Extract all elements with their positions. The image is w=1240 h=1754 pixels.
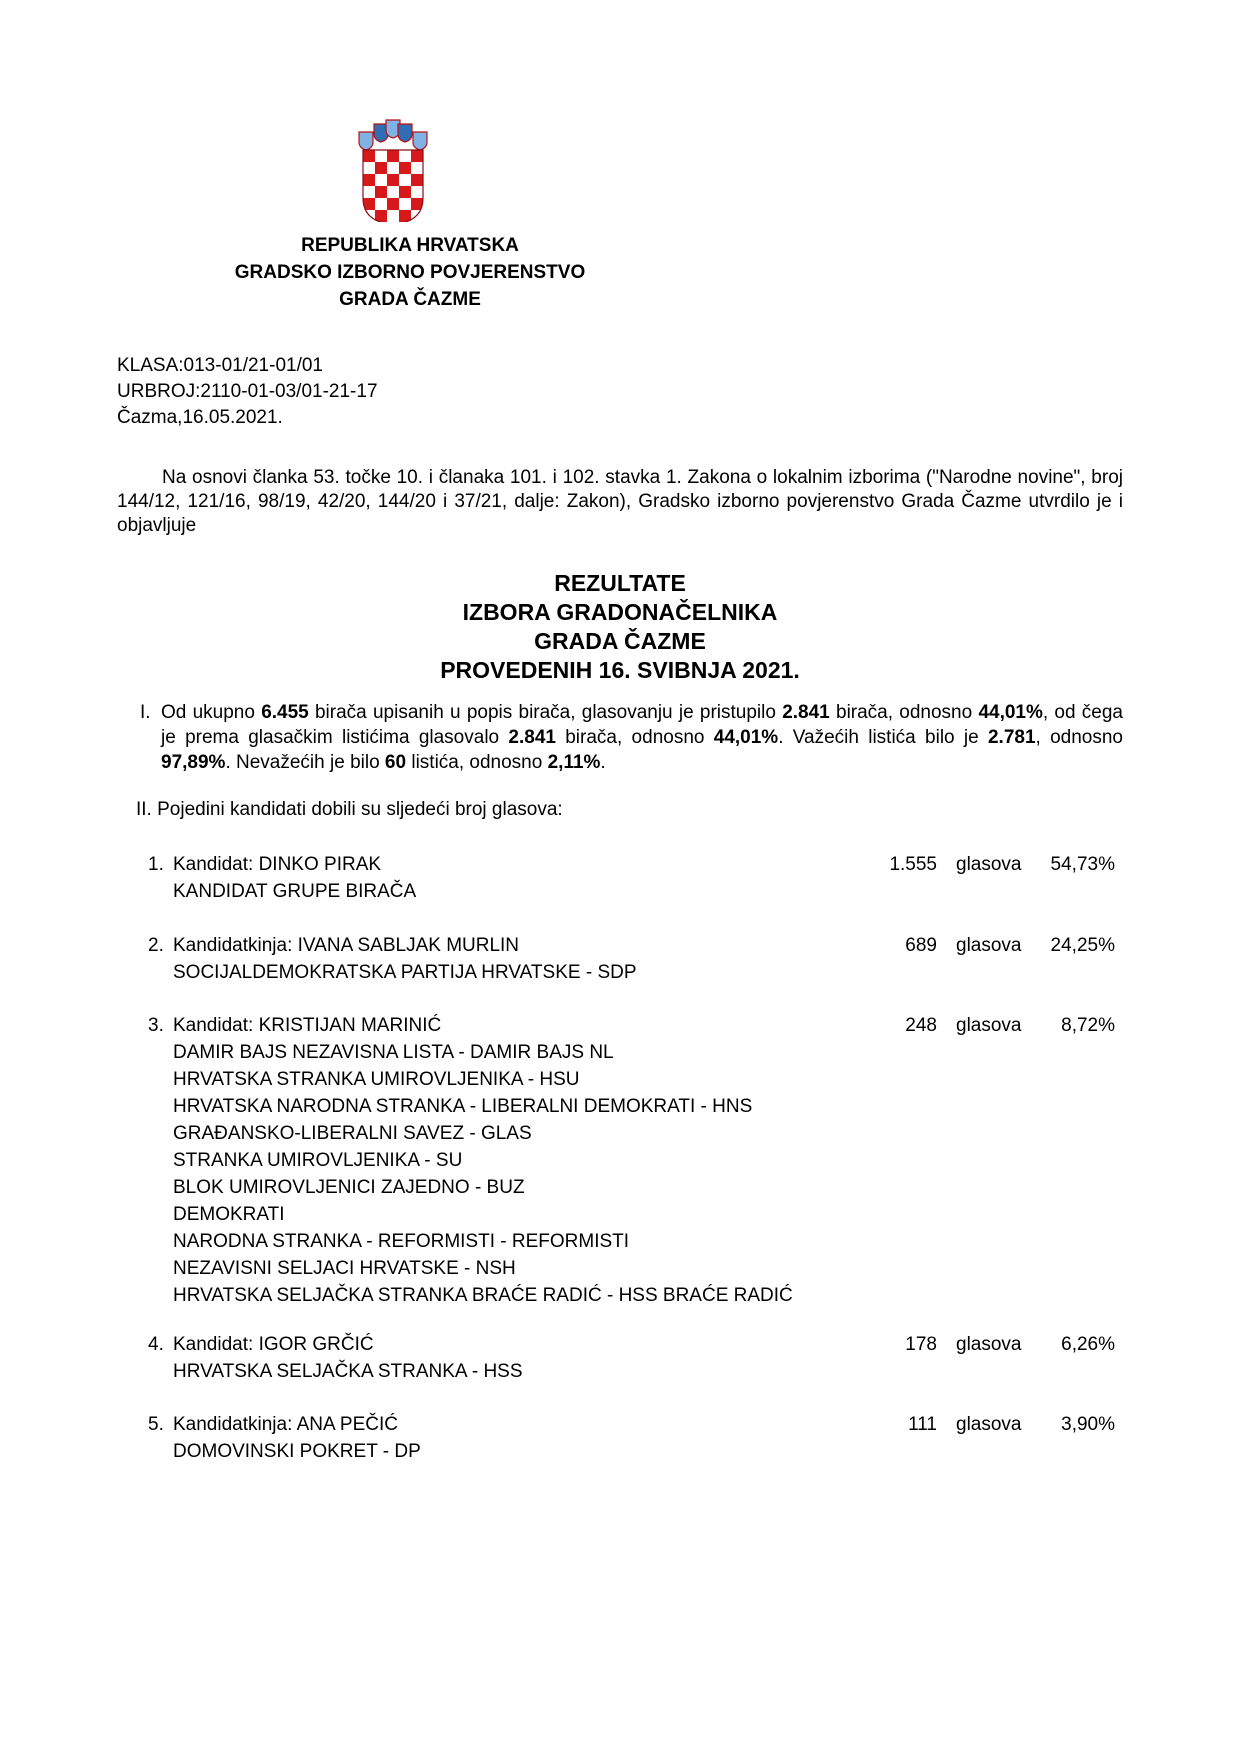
checker-square (375, 198, 387, 210)
urbroj-number: URBROJ:2110-01-03/01-21-17 (117, 381, 378, 402)
candidate-party: DAMIR BAJS NEZAVISNA LISTA - DAMIR BAJS NL (173, 1042, 614, 1063)
candidate-party: HRVATSKA SELJAČKA STRANKA BRAĆE RADIĆ - HSS BRAĆE RADIĆ (173, 1285, 793, 1306)
candidate-index: 3. (148, 1015, 164, 1036)
issuer-block (180, 232, 640, 313)
checker-square (387, 150, 399, 162)
checker-square (375, 150, 387, 162)
candidate-votes-label: glasova (956, 935, 1022, 956)
candidate-party: DOMOVINSKI POKRET - DP (173, 1441, 421, 1462)
candidate-row (148, 851, 1123, 878)
candidate-index: 2. (148, 935, 164, 956)
checker-square (387, 210, 399, 222)
candidate-votes-label: glasova (956, 1015, 1022, 1036)
candidate-entry (148, 1012, 1123, 1309)
candidates-intro: II. Pojedini kandidati dobili su sljedeći broj glasova: (136, 799, 563, 820)
candidate-party: HRVATSKA NARODNA STRANKA - LIBERALNI DEMOKRATI - HNS (173, 1096, 753, 1117)
invalid-percent: 2,11% (547, 752, 601, 773)
checker-square (387, 198, 399, 210)
candidate-votes: 248 (905, 1015, 937, 1036)
invalid-ballots: 60 (384, 752, 407, 773)
crown-shield (359, 132, 373, 150)
checker-square (411, 186, 423, 198)
checker-square (411, 174, 423, 186)
candidate-party: STRANKA UMIROVLJENIKA - SU (173, 1150, 463, 1171)
candidate-percent: 3,90% (1061, 1414, 1115, 1435)
turnout-text (161, 700, 1123, 775)
checker-square (387, 174, 399, 186)
coat-shield (363, 150, 423, 222)
candidate-row (148, 1331, 1123, 1358)
turnout-text-part: , odnosno (1035, 727, 1124, 748)
candidate-party: NARODNA STRANKA - REFORMISTI - REFORMISTI (173, 1231, 630, 1252)
checker-square (387, 186, 399, 198)
candidate-party: NEZAVISNI SELJACI HRVATSKE - NSH (173, 1258, 516, 1279)
candidate-party: HRVATSKA STRANKA UMIROVLJENIKA - HSU (173, 1069, 580, 1090)
checker-square (399, 150, 411, 162)
candidate-row (148, 1411, 1123, 1438)
title-line-3: GRADA ČAZME (534, 628, 706, 654)
checker-square (387, 162, 399, 174)
candidate-votes: 1.555 (889, 854, 937, 875)
checker-square (399, 162, 411, 174)
checker-square (399, 198, 411, 210)
candidate-name: Kandidatkinja: ANA PEČIĆ (173, 1414, 398, 1435)
croatian-coat-of-arms-icon (355, 118, 431, 222)
title-line-2: IZBORA GRADONAČELNIKA (462, 599, 778, 625)
candidate-entry (148, 1331, 1123, 1385)
checker-square (375, 162, 387, 174)
checker-square (363, 186, 375, 198)
title-line-4: PROVEDENIH 16. SVIBNJA 2021. (440, 657, 800, 683)
checker-square (399, 174, 411, 186)
turnout-text-part: . Nevažećih je bilo (225, 752, 385, 773)
klasa-number: KLASA:013-01/21-01/01 (117, 355, 323, 376)
candidate-index: 1. (148, 854, 164, 875)
candidate-votes: 111 (908, 1414, 937, 1435)
issuer-line-city: GRADA ČAZME (339, 289, 481, 310)
turnout-text-part: . Važećih listića bilo je (778, 727, 988, 748)
document-meta (117, 353, 378, 431)
ballots-percent: 44,01% (713, 727, 779, 748)
candidate-votes-label: glasova (956, 854, 1022, 875)
document-title (340, 569, 900, 685)
ballots-count: 2.841 (508, 727, 556, 748)
checker-square (411, 150, 423, 162)
valid-ballots: 2.781 (987, 727, 1036, 748)
candidate-party: BLOK UMIROVLJENICI ZAJEDNO - BUZ (173, 1177, 525, 1198)
candidate-name: Kandidat: IGOR GRČIĆ (173, 1334, 374, 1355)
turnout-percent: 44,01% (978, 702, 1043, 723)
title-line-1: REZULTATE (554, 570, 686, 596)
candidate-party: SOCIJALDEMOKRATSKA PARTIJA HRVATSKE - SDP (173, 962, 637, 983)
turnout-text-part: birača, odnosno (555, 727, 714, 748)
candidate-percent: 8,72% (1061, 1015, 1115, 1036)
candidate-votes: 689 (905, 935, 937, 956)
crown-shield (398, 124, 412, 142)
checker-square (411, 162, 423, 174)
checker-square (363, 150, 375, 162)
checker-square (363, 174, 375, 186)
voters-turnout: 2.841 (782, 702, 830, 723)
checker-square (363, 162, 375, 174)
candidate-row (148, 932, 1123, 959)
candidate-votes-label: glasova (956, 1334, 1022, 1355)
turnout-text-part: birača, odnosno (829, 702, 979, 723)
candidate-party: GRAĐANSKO-LIBERALNI SAVEZ - GLAS (173, 1123, 532, 1144)
candidate-percent: 24,25% (1050, 935, 1115, 956)
candidate-entry (148, 932, 1123, 986)
candidate-party: DEMOKRATI (173, 1204, 285, 1225)
place-date: Čazma,16.05.2021. (117, 407, 283, 428)
candidate-index: 5. (148, 1414, 164, 1435)
candidate-percent: 6,26% (1061, 1334, 1115, 1355)
registered-voters: 6.455 (261, 702, 309, 723)
candidate-votes-label: glasova (956, 1414, 1022, 1435)
checker-square (399, 186, 411, 198)
turnout-text-part: , od čega je prema glasačkim listićima glasovalo (161, 702, 1124, 748)
turnout-section (140, 700, 1123, 775)
candidate-name: Kandidat: DINKO PIRAK (173, 854, 382, 875)
candidate-party: KANDIDAT GRUPE BIRAČA (173, 881, 417, 902)
candidate-votes: 178 (905, 1334, 937, 1355)
coat-crown (359, 120, 427, 150)
candidate-percent: 54,73% (1050, 854, 1115, 875)
issuer-line-republic: REPUBLIKA HRVATSKA (301, 235, 519, 256)
candidate-entry (148, 851, 1123, 905)
candidate-index: 4. (148, 1334, 164, 1355)
crown-shield (413, 132, 427, 150)
candidate-entry (148, 1411, 1123, 1465)
candidate-row (148, 1012, 1123, 1039)
turnout-text-part: Od ukupno (161, 702, 262, 723)
intro-paragraph: Na osnovi članka 53. točke 10. i članaka 101. i 102. stavka 1. Zakona o lokalnim izborima ("Narodne novine", broj 144/12, 121/16, 98/19, 42/20, 144/20 i 37/21, dalje: Zakon), Gradsko izborno povjerenstvo Grada Čazme utvrdilo je i objavljuje (117, 467, 1123, 536)
turnout-text-part: . (600, 752, 606, 773)
turnout-text-part: birača upisanih u popis birača, glasovanju je pristupilo (308, 702, 783, 723)
section-number-1: I. (140, 702, 151, 723)
candidate-name: Kandidatkinja: IVANA SABLJAK MURLIN (173, 935, 520, 956)
checker-square (375, 174, 387, 186)
valid-percent: 97,89% (161, 752, 226, 773)
issuer-line-commission: GRADSKO IZBORNO POVJERENSTVO (234, 262, 586, 283)
candidate-name: Kandidat: KRISTIJAN MARINIĆ (173, 1015, 442, 1036)
turnout-text-part: listića, odnosno (406, 752, 548, 773)
checker-square (375, 186, 387, 198)
candidate-party: HRVATSKA SELJAČKA STRANKA - HSS (173, 1361, 523, 1382)
